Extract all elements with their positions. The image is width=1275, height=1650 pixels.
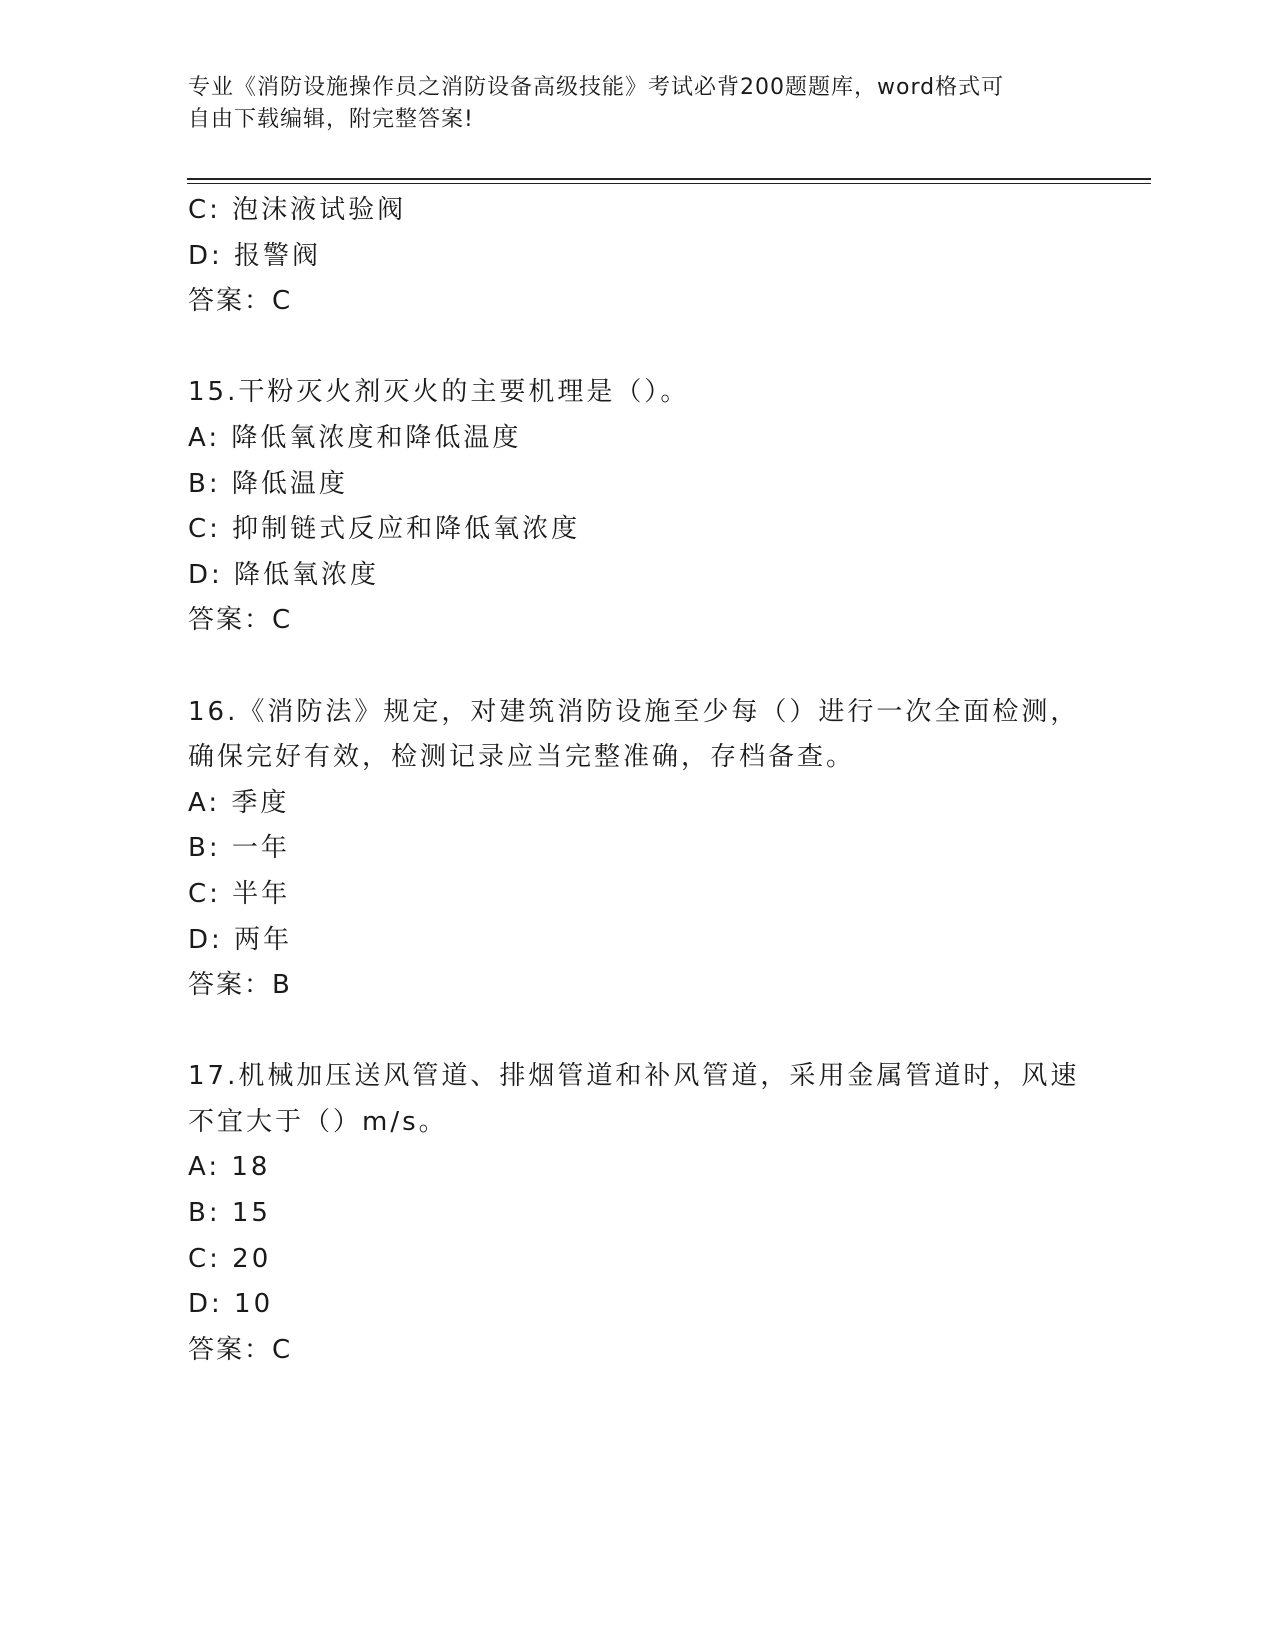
spacer	[188, 325, 1088, 371]
header-divider-thin	[187, 183, 1151, 184]
answer-line: 答案：C	[188, 286, 293, 317]
option-c: C: 抑制链式反应和降低氧浓度	[188, 514, 581, 545]
option-c: C: 20	[188, 1243, 272, 1274]
answer-line: 答案：C	[188, 1334, 293, 1365]
option-b: B: 一年	[188, 833, 290, 864]
question-16	[188, 690, 1088, 1009]
option-d: D: 两年	[188, 924, 293, 955]
option-d: D: 降低氧浓度	[188, 559, 380, 590]
question-stem: 15.干粉灭火剂灭火的主要机理是（）。	[188, 377, 690, 408]
spacer	[188, 644, 1088, 690]
spacer	[188, 1009, 1088, 1055]
question-17	[188, 1054, 1088, 1373]
option-d: D: 10	[188, 1289, 274, 1320]
question-stem-line-1: 16.《消防法》规定，对建筑消防设施至少每（）进行一次全面检测，	[188, 696, 1080, 727]
header-divider-thick	[187, 178, 1151, 180]
question-stem-line-2: 不宜大于（）m/s。	[188, 1106, 448, 1137]
option-c: C: 泡沫液试验阀	[188, 195, 407, 225]
question-15	[188, 370, 1088, 644]
question-list	[188, 188, 1088, 1373]
question-stem-line-2: 确保完好有效，检测记录应当完整准确，存档备查。	[188, 742, 856, 773]
header-line-2: 自由下载编辑，附完整答案!	[188, 107, 474, 132]
document-header	[188, 72, 1088, 136]
answer-line: 答案：B	[188, 970, 292, 1001]
option-b: B: 15	[188, 1198, 271, 1229]
option-d: D: 报警阀	[188, 240, 322, 271]
prev-question-block	[188, 188, 1088, 325]
header-line-1: 专业《消防设施操作员之消防设备高级技能》考试必背200题题库，word格式可	[188, 75, 1005, 100]
option-a: A: 降低氧浓度和降低温度	[188, 422, 522, 453]
option-a: A: 季度	[188, 787, 290, 818]
option-a: A: 18	[188, 1152, 271, 1183]
option-c: C: 半年	[188, 878, 291, 909]
question-stem-line-1: 17.机械加压送风管道、排烟管道和补风管道，采用金属管道时，风速	[188, 1061, 1080, 1092]
option-b: B: 降低温度	[188, 468, 348, 499]
answer-line: 答案：C	[188, 605, 293, 636]
